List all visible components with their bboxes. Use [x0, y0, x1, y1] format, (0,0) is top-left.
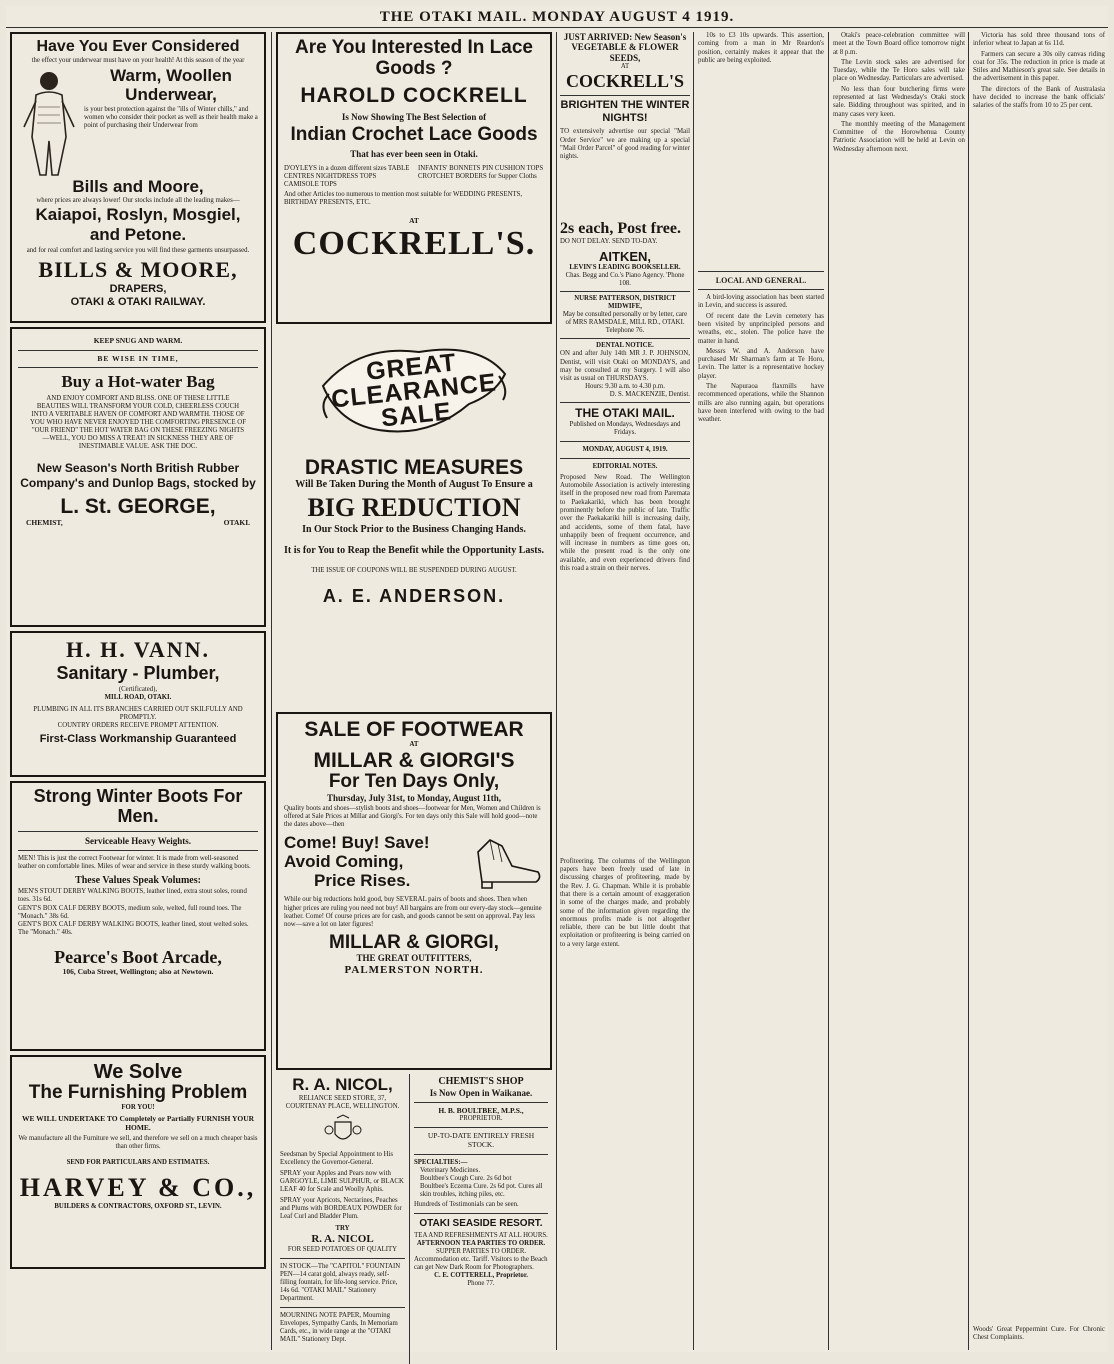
ad-appointment: Seedsman by Special Appointment to His Excellency the Governor-General. [280, 1150, 394, 1166]
ad-line: That has ever been seen in Otaki. [350, 149, 478, 160]
news-paragraph: The Levin stock sales are advertised for Tuesday, while the Te Horo sales will take place on Wednesday. Particulars are advertised. [833, 58, 965, 83]
column-rule [968, 32, 969, 1350]
ad-item: GENT'S BOX CALF DERBY WALKING BOOTS, leather lined, stout welted soles. The "Monach." 40s. [18, 920, 249, 936]
cockrell-seeds-ad [560, 32, 690, 96]
clearance-sale-banner [319, 334, 509, 452]
news-column-5 [833, 32, 965, 156]
ad-line: SUPPER PARTIES TO ORDER. [435, 1247, 527, 1255]
ad-line: Will Be Taken During the Month of August To Ensure a [295, 479, 533, 491]
harvey-furniture-ad [10, 1055, 266, 1269]
boultbee-chemist-ad [410, 1074, 552, 1364]
shoe-icon [472, 832, 544, 892]
ad-slogan: Avoid Coming, [284, 852, 404, 872]
news-paragraph: No less than four butchering firms were represented at last Wednesday's Otaki stock sale. Bidding throughout was spirited, and in many cases very keen. [833, 85, 965, 118]
ad-firm-name: H. H. VANN. [65, 637, 211, 662]
aitken-bookseller-ad [560, 96, 690, 292]
ad-headline: Have You Ever Considered [36, 38, 240, 55]
ad-body: TO extensively advertise our special "Mail Order Service" we are making up a special "Mail Order Parcel" of good reading for winter nights. [560, 128, 690, 161]
notice-title: DENTAL NOTICE. [596, 342, 654, 350]
anderson-clearance-ad [276, 328, 552, 708]
ad-role: PROPRIETOR. [459, 1115, 503, 1123]
ad-trade: THE GREAT OUTFITTERS, [356, 953, 472, 964]
cockrell-lace-ad [276, 32, 552, 324]
ad-headline: Buy a Hot-water Bag [61, 372, 215, 392]
nicol-seed-ad [276, 1074, 410, 1364]
ad-stocks: where prices are always lower! Our stocks include all the leading makes— [36, 197, 240, 205]
news-paragraph: Farmers can secure a 30s oily canvas riding coat for 35s. The reduction in price is made at Stiles and Mathieson's great sale. See details in the advertisement in this paper. [973, 50, 1105, 83]
ad-headline: BRIGHTEN THE WINTER NIGHTS! [560, 99, 690, 125]
ad-trade: Sanitary - Plumber, [56, 663, 220, 683]
notice-body: ON and after July 14th MR J. P. JOHNSON, Dentist, will visit Otaki on MONDAYS, and may be consulted at my Surgery. I will also visit as usual on THURSDAYS. [560, 350, 690, 383]
ad-specialties-heading: SPECIALTIES:— [414, 1158, 468, 1166]
ad-trade: DRAPERS, [109, 283, 167, 296]
ad-line: KEEP SNUG AND WARM. [93, 336, 183, 345]
news-column-3 [560, 32, 690, 1170]
ad-address: 106, Cuba Street, Wellington; also at Newtown. [62, 966, 214, 976]
ad-line: SEND FOR PARTICULARS AND ESTIMATES. [66, 1159, 210, 1167]
ad-headline: BIG REDUCTION [307, 492, 521, 522]
column-rule [556, 32, 557, 1350]
column-rule [693, 32, 694, 1350]
ad-firm-name: MILLAR & GIORGI, [329, 931, 499, 953]
ad-line: UP-TO-DATE ENTIRELY FRESH STOCK. [427, 1131, 535, 1150]
ad-firm-name: C. E. COTTERELL, Proprietor. [434, 1271, 528, 1279]
paper-date: MONDAY, AUGUST 4, 1919. [582, 445, 668, 453]
ad-trade: CHEMIST, [26, 518, 63, 528]
paper-schedule: Published on Mondays, Wednesdays and Fridays. [569, 420, 681, 436]
ad-shop-name: Bills and Moore, [72, 177, 204, 197]
ad-shop-name: COCKRELL'S. [292, 225, 536, 263]
ad-product: Indian Crochet Lace Goods [290, 124, 538, 146]
ad-try: TRY [335, 1224, 350, 1232]
ad-line: LEVIN'S LEADING BOOKSELLER. [569, 264, 681, 272]
ad-line: FOR SEED POTATOES OF QUALITY [287, 1245, 398, 1253]
ad-guarantee: First-Class Workmanship Guaranteed [39, 733, 237, 746]
ad-headline: We Solve [93, 1061, 183, 1083]
ad-intro: the effect your underwear must have on your health! At this season of the year [31, 57, 245, 64]
ad-line: DO NOT DELAY. SEND TO-DAY. [560, 237, 658, 245]
ad-stocked-by: New Season's North British Rubber Company's and Dunlop Bags, stocked by [20, 461, 256, 491]
ad-line: THE ISSUE OF COUPONS WILL BE SUSPENDED DURING AUGUST. [311, 566, 517, 574]
news-paragraph: A bird-loving association has been started in Levin, and success is assured. [698, 294, 824, 310]
banner-text: GREAT CLEARANCE SALE [329, 348, 498, 432]
ad-shop-name: COCKRELL'S [565, 71, 685, 92]
mourning-paper-ad: MOURNING NOTE PAPER, Mourning Envelopes, Sympathy Cards, In Memoriam Cards, etc., in wide range at the "OTAKI MAIL" Stationery Dept. [280, 1311, 398, 1343]
ad-line: FOR YOU! [121, 1103, 155, 1111]
column-rule [271, 32, 272, 1350]
ad-headline: Strong Winter Boots For Men. [33, 786, 243, 826]
ad-line: Hundreds of Testimonials can be seen. [414, 1200, 519, 1208]
section-heading: LOCAL AND GENERAL. [715, 276, 807, 286]
ad-line: It is for You to Reap the Benefit while the Opportunity Lasts. [283, 545, 544, 557]
ad-firm-name: AITKEN, [599, 248, 651, 264]
ad-column-2 [276, 32, 552, 1364]
ad-item: MEN'S STOUT DERBY WALKING BOOTS, leather lined, extra stout soles, round toes. 31s 6d. [18, 888, 247, 904]
editorial-article: Proposed New Road. The Wellington Automobile Association is actively interesting itself in the proposed new road from Paremata to Paekakariki, which has been brought prominently before the public of late. Traffic over the Paekakariki hill is increasing daily, and accidents, some of them fatal, have unhappily been of frequent occurrence, and will increase in numbers as time goes on, while the present road is the only one available, and even experienced drivers find this road a strain on their nerves. [560, 473, 690, 572]
ad-at: AT [620, 63, 630, 71]
ad-slogan: Price Rises. [314, 870, 411, 890]
ad-at: AT [409, 216, 419, 226]
ad-line: Is Now Showing The Best Selection of [341, 111, 487, 122]
column-rule [828, 32, 829, 1350]
ad-phone: Phone 77. [467, 1279, 495, 1287]
ad-line: SPRAY your Apricots, Nectarines, Peaches and Plums with BORDEAUX POWDER for Leaf Curl and Bladder Plum. [280, 1196, 402, 1220]
ad-firm-name: MILLAR & GIORGI'S [313, 749, 515, 773]
ad-body: AND ENJOY COMFORT AND BLISS. ONE OF THESE LITTLE BEAUTIES WILL TRANSFORM YOUR COLD, CHEERLESS COUCH INTO A VERITABLE HAVEN OF COMFORT AND WARMTH. THOSE OF YOU WHO HAVE NEVER ENJOYED THE COMFORTING PRESENCE OF "OUR FRIEND" THE HOT WATER BAG ON THESE FREEZING NIGHTS—WELL, YOU DO MISS A TREAT! IN SICKNESS THEY ARE OF INESTIMABLE VALUE. ASK THE DOC. [30, 395, 246, 451]
newspaper-page [6, 6, 1108, 1352]
ad-slogan: Come! Buy! Save! [284, 833, 430, 853]
news-paragraph: Victoria has sold three thousand tons of inferior wheat to Japan at 6s 11d. [973, 32, 1105, 48]
nurse-notice [560, 292, 690, 339]
ad-headline: Are You Interested In Lace Goods ? [295, 37, 533, 79]
ad-headline: For Ten Days Only, [328, 771, 500, 793]
ad-line: Chas. Begg and Co.'s Piano Agency. 'Phone 108. [565, 272, 685, 288]
ad-firm-name: H. B. BOULTBEE, M.P.S., [438, 1105, 524, 1115]
ad-line: BE WISE IN TIME, [97, 353, 179, 363]
bills-moore-ad [10, 32, 266, 323]
ad-values-heading: These Values Speak Volumes: [75, 874, 201, 886]
editorial-article: Profiteering. The columns of the Wellington papers have been freely used of late in discussing charges of profiteering, made by the Rev. J. G. Chapman. While it is probable that there is a certain amount of exaggeration in some of the charges made, and probably some of the information given regarding the enormous profits made is not altogether reliable, there can be but little doubt that exploitation or profiteering is being carried on to a very large extent. [560, 857, 690, 948]
ad-product: Warm, Woollen Underwear, [110, 66, 232, 104]
news-paragraph: Of recent date the Levin cemetery has been visited by unprincipled persons and wreaths, etc., stolen. The police have the matter in hand. [698, 312, 824, 345]
ad-location: PALMERSTON NORTH. [344, 963, 484, 976]
ad-headline: SALE OF FOOTWEAR [304, 718, 524, 741]
ad-headline: The Furnishing Problem [28, 1082, 248, 1103]
editorial-masthead [560, 403, 690, 473]
ad-line: In Our Stock Prior to the Business Changing Hands. [302, 523, 526, 535]
news-paragraph: The monthly meeting of the Management Committee of the Horowhenua County Patriotic Association will be held at Levin on Wednesday afternoon next. [833, 120, 965, 153]
ad-address: BUILDERS & CONTRACTORS, OXFORD ST., LEVIN. [54, 1203, 222, 1211]
ad-firm-name: A. E. ANDERSON. [322, 585, 506, 606]
ad-address: RELIANCE SEED STORE, 37, COURTENAY PLACE, WELLINGTON. [285, 1094, 400, 1110]
ad-line: COUNTRY ORDERS RECEIVE PROMPT ATTENTION. [57, 722, 219, 730]
bottom-ads-row [276, 1074, 552, 1364]
news-paragraph: 10s to £3 10s upwards. This assertion, coming from a man in Mr Reardon's position, certainly makes it appear that the public are being exploited. [698, 32, 824, 64]
ad-line: JUST ARRIVED: New Season's VEGETABLE & FLOWER SEEDS, [563, 32, 687, 63]
ad-body: While our big reductions hold good, buy SEVERAL pairs of boots and shoes. Then when higher prices are ruling you need not buy! All bargains are from our every-day stock—genuine leather. Come! Of course prices are for cash, and goods cannot be sent on approval. Pay less now—save a lot on later figures! [284, 896, 542, 928]
ad-location: OTAKI & OTAKI RAILWAY. [70, 296, 206, 309]
ad-firm-name: Pearce's Boot Arcade, [54, 946, 222, 967]
ad-line: PLUMBING IN ALL ITS BRANCHES CARRIED OUT SKILFULLY AND PROMPTLY. [33, 706, 243, 722]
st-george-ad [10, 327, 266, 627]
ad-dates: Thursday, July 31st, to Monday, August 11th, [326, 793, 502, 804]
ad-list: INFANTS' BONNETS PIN CUSHION TOPS CROTCHET BORDERS for Supper Cloths [418, 165, 544, 181]
paper-title: THE OTAKI MAIL. [575, 406, 675, 421]
ad-firm-name: R. A. NICOL, [292, 1075, 393, 1094]
notice-body: May be consulted personally or by letter, care of MRS RAMSDALE, MILL RD., OTAKI. Telephone 76. [562, 311, 688, 335]
ad-line: WE WILL UNDERTAKE TO Completely or Partially FURNISH YOUR HOME. [21, 1113, 255, 1132]
ad-body: MEN! This is just the correct Footwear for winter. It is made from well-seasoned leather on comfortable lines. Miles of wear and service in these sturdy walking boots. [18, 854, 251, 870]
news-paragraph: The directors of the Bank of Australasia have decided to increase the bank officials' salaries of the staffs from 10 to 25 per cent. [973, 85, 1105, 110]
ad-brands: and Petone. [89, 225, 187, 245]
ad-firm-name: HAROLD COCKRELL [300, 83, 528, 107]
ad-body: Quality boots and shoes—stylish boots and shoes—footwear for Men, Women and Children is offered at Sale Prices at Millar and Giorgi's. For ten days only this Sale will hold good—note the dates above—then [284, 805, 541, 829]
ad-column-1 [10, 32, 266, 1273]
ad-address: MILL ROAD, OTAKI. [104, 694, 172, 702]
ad-location: OTAKI. [223, 518, 250, 528]
ad-headline: OTAKI SEASIDE RESORT. [419, 1217, 543, 1229]
notice-signature: D. S. MACKENZIE, Dentist. [609, 391, 690, 399]
ad-line: SPRAY your Apples and Pears now with GARGOYLE, LIME SULPHUR, or BLACK LEAF 40 for Scale and Woolly Aphis. [280, 1169, 404, 1193]
coat-of-arms-icon [323, 1114, 363, 1148]
ad-at: AT [409, 741, 419, 749]
ad-subheadline: Serviceable Heavy Weights. [84, 835, 192, 846]
ad-specialty: Veterinary Medicines. [420, 1166, 481, 1174]
ad-specialty: Boultbee's Eczema Cure. 2s 6d pot. Cures all skin troubles, itching piles, etc. [420, 1182, 543, 1198]
ad-line: TEA AND REFRESHMENTS AT ALL HOURS. [414, 1231, 548, 1239]
ad-firm-name: HARVEY & CO., [19, 1173, 257, 1203]
ad-line: Is Now Open in Waikanae. [429, 1087, 533, 1098]
news-column-6 [973, 32, 1105, 1342]
news-paragraph: The Napuraoa flaxmills have recommenced operations, while the Shannon mills are also running again, but operations have been interfered with owing to the bad weather. [698, 382, 824, 424]
ad-headline: CHEMIST'S SHOP [438, 1076, 524, 1087]
ad-firm-name: BILLS & MOORE, [38, 257, 238, 283]
ad-line: We manufacture all the Furniture we sell, and therefore we sell on a much cheaper basis than other firms. [18, 1135, 258, 1151]
ad-brands: Kaiapoi, Roslyn, Mosgiel, [35, 205, 241, 225]
ad-firm-name: R. A. NICOL [311, 1232, 374, 1245]
dental-notice [560, 339, 690, 403]
ad-body: is your best protection against the "ills of Winter chills," and women who consider their pocket as well as their health make a point of purchasing their Underwear from [84, 106, 258, 130]
ad-certified: (Certificated), [118, 686, 158, 693]
ad-firm-name: L. St. GEORGE, [60, 495, 216, 519]
ad-other: And other Articles too numerous to mention most suitable for WEDDING PRESENTS, BIRTHDAY PRESENTS, ETC. [284, 191, 523, 207]
news-column-4 [698, 32, 824, 426]
pearce-boot-ad [10, 781, 266, 1051]
notice-hours: Hours: 9.30 a.m. to 4.30 p.m. [585, 383, 665, 391]
editorial-heading: EDITORIAL NOTES. [592, 462, 658, 470]
news-paragraph: Messrs W. and A. Anderson have purchased Mr Sharman's farm at Te Horo, Levin. The latter is a representative hockey player. [698, 347, 824, 380]
millar-giorgi-ad [276, 712, 552, 1070]
ad-headline: DRASTIC MEASURES [304, 456, 524, 479]
page-masthead: THE OTAKI MAIL. MONDAY AUGUST 4 1919. [6, 6, 1108, 28]
ad-comfort-note: and for real comfort and lasting service you will find these garments unsurpassed. [26, 247, 250, 255]
vann-plumber-ad [10, 631, 266, 777]
ad-line: AFTERNOON TEA PARTIES TO ORDER. [416, 1239, 546, 1247]
ad-item: GENT'S BOX CALF DERBY BOOTS, medium sole, welted, full round toes. The "Monach." 38s 6d. [18, 904, 242, 920]
woman-in-underwear-icon [18, 67, 80, 177]
capitol-pen-ad: IN STOCK—The "CAPITOL" FOUNTAIN PEN—14 carat gold, always ready, self-filling fountain, for life-long service. Price, 14s 6d. "OTAKI MAIL" Stationery Department. [280, 1262, 401, 1302]
news-paragraph: Otaki's peace-celebration committee will meet at the Town Board office tomorrow night at 8 p.m. [833, 32, 965, 56]
ad-specialty: Boultbee's Cough Cure. 2s 6d bot [420, 1174, 512, 1182]
ad-price: 2s each, Post free. [560, 219, 681, 237]
peppermint-cure-ad: Woods' Great Peppermint Cure. For Chronic Chest Complaints. [973, 1326, 1105, 1342]
ad-line: Accommodation etc. Tariff. Visitors to the Beach can get New Dark Room for Photographers. [414, 1255, 548, 1271]
ad-list: D'OYLEYS in a dozen different sizes TABLE CENTRES NIGHTDRESS TOPS CAMISOLE TOPS [284, 165, 410, 189]
notice-title: NURSE PATTERSON, DISTRICT MIDWIFE, [574, 295, 676, 311]
